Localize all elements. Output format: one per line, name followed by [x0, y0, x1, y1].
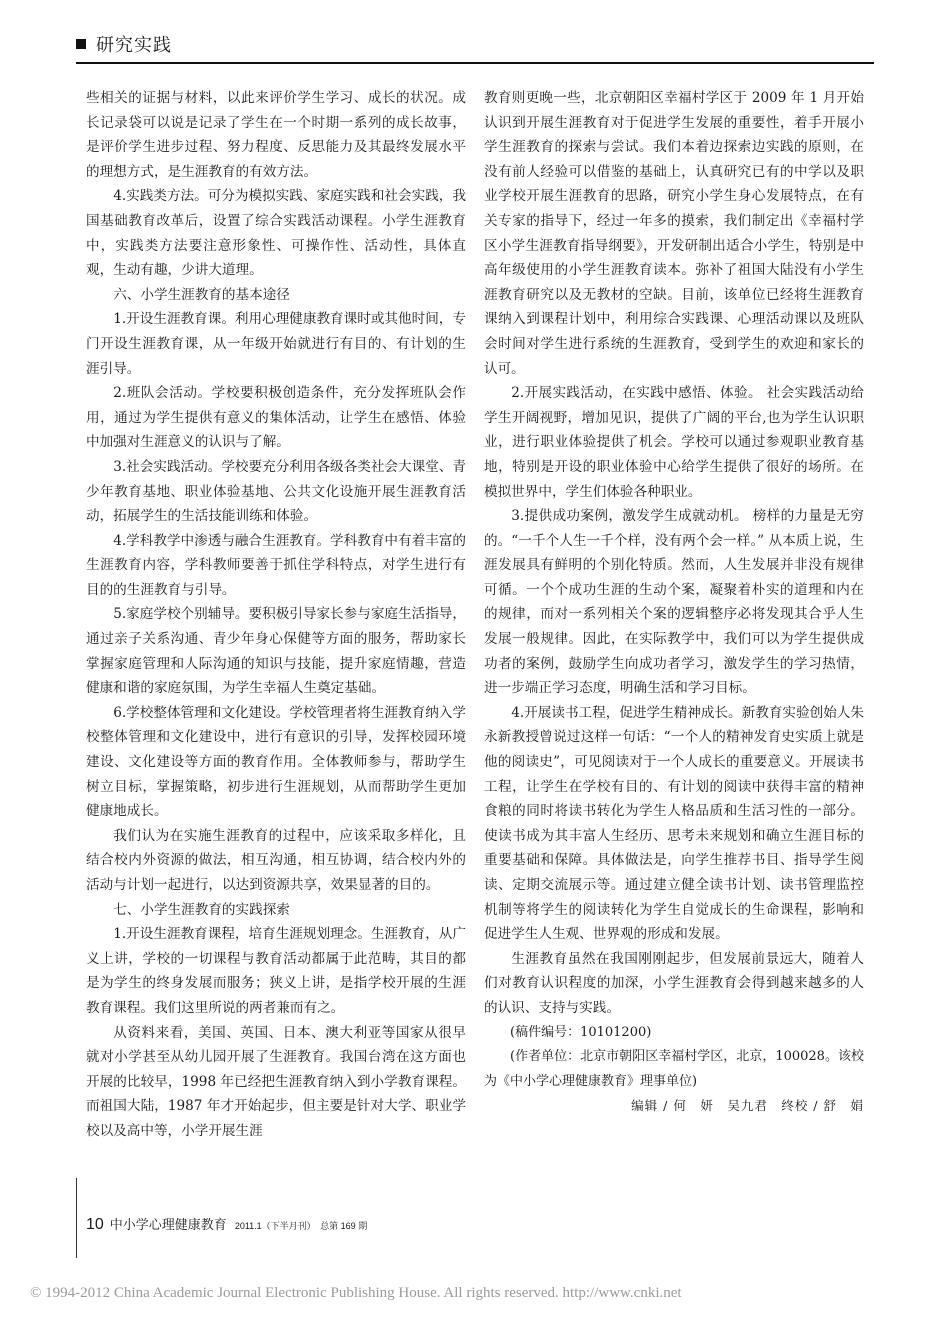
paragraph: 4.学科教学中渗透与融合生涯教育。学科教育中有着丰富的生涯教育内容，学科教师要善于抓住学科特点，对学生进行有目的的生涯教育与引导。 — [86, 532, 466, 598]
paragraph: 1.开设生涯教育课。利用心理健康教育课时或其他时间，专门开设生涯教育课，从一年级开始就进行有目的、有计划的生涯引导。 — [86, 311, 466, 377]
journal-name: 中小学心理健康教育 — [109, 1218, 227, 1233]
paragraph: 3.提供成功案例，激发学生成就动机。 榜样的力量是无穷的。“一千个人生一千个样，没有两个会一样。” 从本质上说，生涯发展具有鲜明的个别化特质。然而，人生发展并非没有规律可循。一个个成功生涯的生动个案，凝聚着朴实的道理和内在的规律，而对一系列相关个案的逻辑整序必将发现其合乎人生发展一般规律。因此，在实际教学中，我们可以为学生提供成功者的案例，鼓励学生向成功者学习，激发学生的学习热情，进一步端正学习态度，明确生活和学习目标。 — [484, 508, 864, 697]
paragraph: 5.家庭学校个别辅导。要积极引导家长参与家庭生活指导，通过亲子关系沟通、青少年身心保健等方面的服务，帮助家长掌握家庭管理和人际沟通的知识与技能，提升家庭情趣，营造健康和谐的家庭氛围，为学生幸福人生奠定基础。 — [86, 606, 466, 697]
paragraph: 1.开设生涯教育课程，培育生涯规划理念。生涯教育，从广义上讲，学校的一切课程与教育活动都属于此范畴，其目的都是为学生的终身发展而服务；狭义上讲，是指学校开展的生涯教育课程。我们这里所说的两者兼而有之。 — [86, 926, 466, 1016]
manuscript-number: (稿件编号：10101200) — [510, 1024, 652, 1040]
paragraph: 6.学校整体管理和文化建设。学校管理者将生涯教育纳入学校整体管理和文化建设中，进行有意识的引导，发挥校园环境建设、文化建设等方面的教育作用。全体教师参与，帮助学生树立目标，掌握策略，初步进行生涯规划，从而帮助学生更加健康地成长。 — [86, 704, 466, 820]
paragraph: 2.班队会活动。学校要积极创造条件，充分发挥班队会作用，通过为学生提供有意义的集体活动，让学生在感悟、体验中加强对生涯意义的认识与了解。 — [86, 385, 466, 451]
paragraph: 从资料来看，美国、英国、日本、澳大利亚等国家从很早就对小学甚至从幼儿园开展了生涯教育。我国台湾在这方面也开展的比较早，1998 年已经把生涯教育纳入到小学教育课程。而祖国大陆，1987 年才开始起步，但主要是针对大学、职业学校以及高中等，小学开展生涯 — [86, 1024, 466, 1139]
paragraph: 4.实践类方法。可分为模拟实践、家庭实践和社会实践，我国基础教育改革后，设置了综合实践活动课程。小学生涯教育中，实践类方法要注意形象性、可操作性、活动性，具体直观，生动有趣，少讲大道理。 — [86, 188, 466, 279]
paragraph: 2.开展实践活动，在实践中感悟、体验。 社会实践活动给学生开阔视野，增加见识，提供了广阔的平台,也为学生认识职业，进行职业体验提供了机会。学校可以通过参观职业教育基地，特别是开设的职业体验中心给学生提供了很好的场所。在模拟世界中，学生们体验各种职业。 — [484, 385, 864, 500]
section-marker-icon — [76, 39, 86, 49]
left-column — [86, 86, 466, 1144]
section-heading: 七、小学生涯教育的实践探索 — [113, 901, 290, 918]
section-title: 研究实践 — [96, 35, 172, 56]
paragraph: 我们认为在实施生涯教育的过程中，应该采取多样化，且结合校内外资源的做法，相互沟通，相互协调，结合校内外的活动与计划一起进行，以达到资源共享，效果显著的目的。 — [86, 827, 466, 893]
editor-credits: 编辑 / 何 妍 吴九君 终校 / 舒 娟 — [631, 1098, 864, 1114]
header-divider — [76, 62, 874, 64]
footer-divider — [76, 1178, 77, 1258]
section-header — [76, 32, 172, 56]
author-affiliation: (作者单位：北京市朝阳区幸福村学区，北京，100028。该校为《中小学心理健康教育》理事单位) — [484, 1049, 864, 1089]
page-number: 10 — [86, 1216, 104, 1233]
section-heading: 六、小学生涯教育的基本途径 — [113, 286, 290, 303]
right-column — [484, 86, 864, 1119]
copyright-watermark: © 1994-2012 China Academic Journal Electronic Publishing House. All rights reserved. http://www.cnki.net — [30, 1285, 682, 1301]
paragraph: 教育则更晚一些，北京朝阳区幸福村学区于 2009 年 1 月开始认识到开展生涯教育对于促进学生发展的重要性，着手开展小学生涯教育的探索与尝试。我们本着边探索边实践的原则，在没有前人经验可以借鉴的基础上，认真研究已有的中学以及职业学校开展生涯教育的思路，研究小学生身心发展特点，在有关专家的指导下，经过一年多的摸索，我们制定出《幸福村学区小学生涯教育指导纲要》，开发研制出适合小学生，特别是中高年级使用的小学生涯教育读本。弥补了祖国大陆没有小学生涯教育研究以及无教材的空缺。目前，该单位已经将生涯教育课纳入到课程计划中，利用综合实践课、心理活动课以及班队会时间对学生进行系统的生涯教育，受到学生的欢迎和家长的认可。 — [484, 90, 864, 377]
issue-info: 2011.1（下半月刊） 总第 169 期 — [234, 1221, 368, 1231]
paragraph: 3.社会实践活动。学校要充分利用各级各类社会大课堂、青少年教育基地、职业体验基地、公共文化设施开展生涯教育活动，拓展学生的生活技能训练和体验。 — [86, 458, 466, 525]
paragraph: 些相关的证据与材料，以此来评价学生学习、成长的状况。成长记录袋可以说是记录了学生在一个时期一系列的成长故事，是评价学生进步过程、努力程度、反思能力及其最终发展水平的理想方式，是生涯教育的有效方法。 — [86, 90, 466, 180]
paragraph: 生涯教育虽然在我国刚刚起步，但发展前景远大，随着人们对教育认识程度的加深，小学生涯教育会得到越来越多的人的认识、支持与实践。 — [484, 950, 864, 1016]
paragraph: 4.开展读书工程，促进学生精神成长。新教育实验创始人朱永新教授曾说过这样一句话：“一个人的精神发育史实质上就是他的阅读史”，可见阅读对于一个人成长的重要意义。开展读书工程，让学生在学校有目的、有计划的阅读中获得丰富的精神食粮的同时将读书转化为学生人格品质和生活习性的一部分。使读书成为其丰富人生经历、思考未来规划和确立生涯目标的重要基础和保障。具体做法是，向学生推荐书目、指导学生阅读、定期交流展示等。通过建立健全读书计划、读书管理监控机制等将学生的阅读转化为学生自觉成长的生命课程，影响和促进学生人生观、世界观的形成和发展。 — [484, 704, 864, 943]
page-footer — [86, 1214, 367, 1234]
